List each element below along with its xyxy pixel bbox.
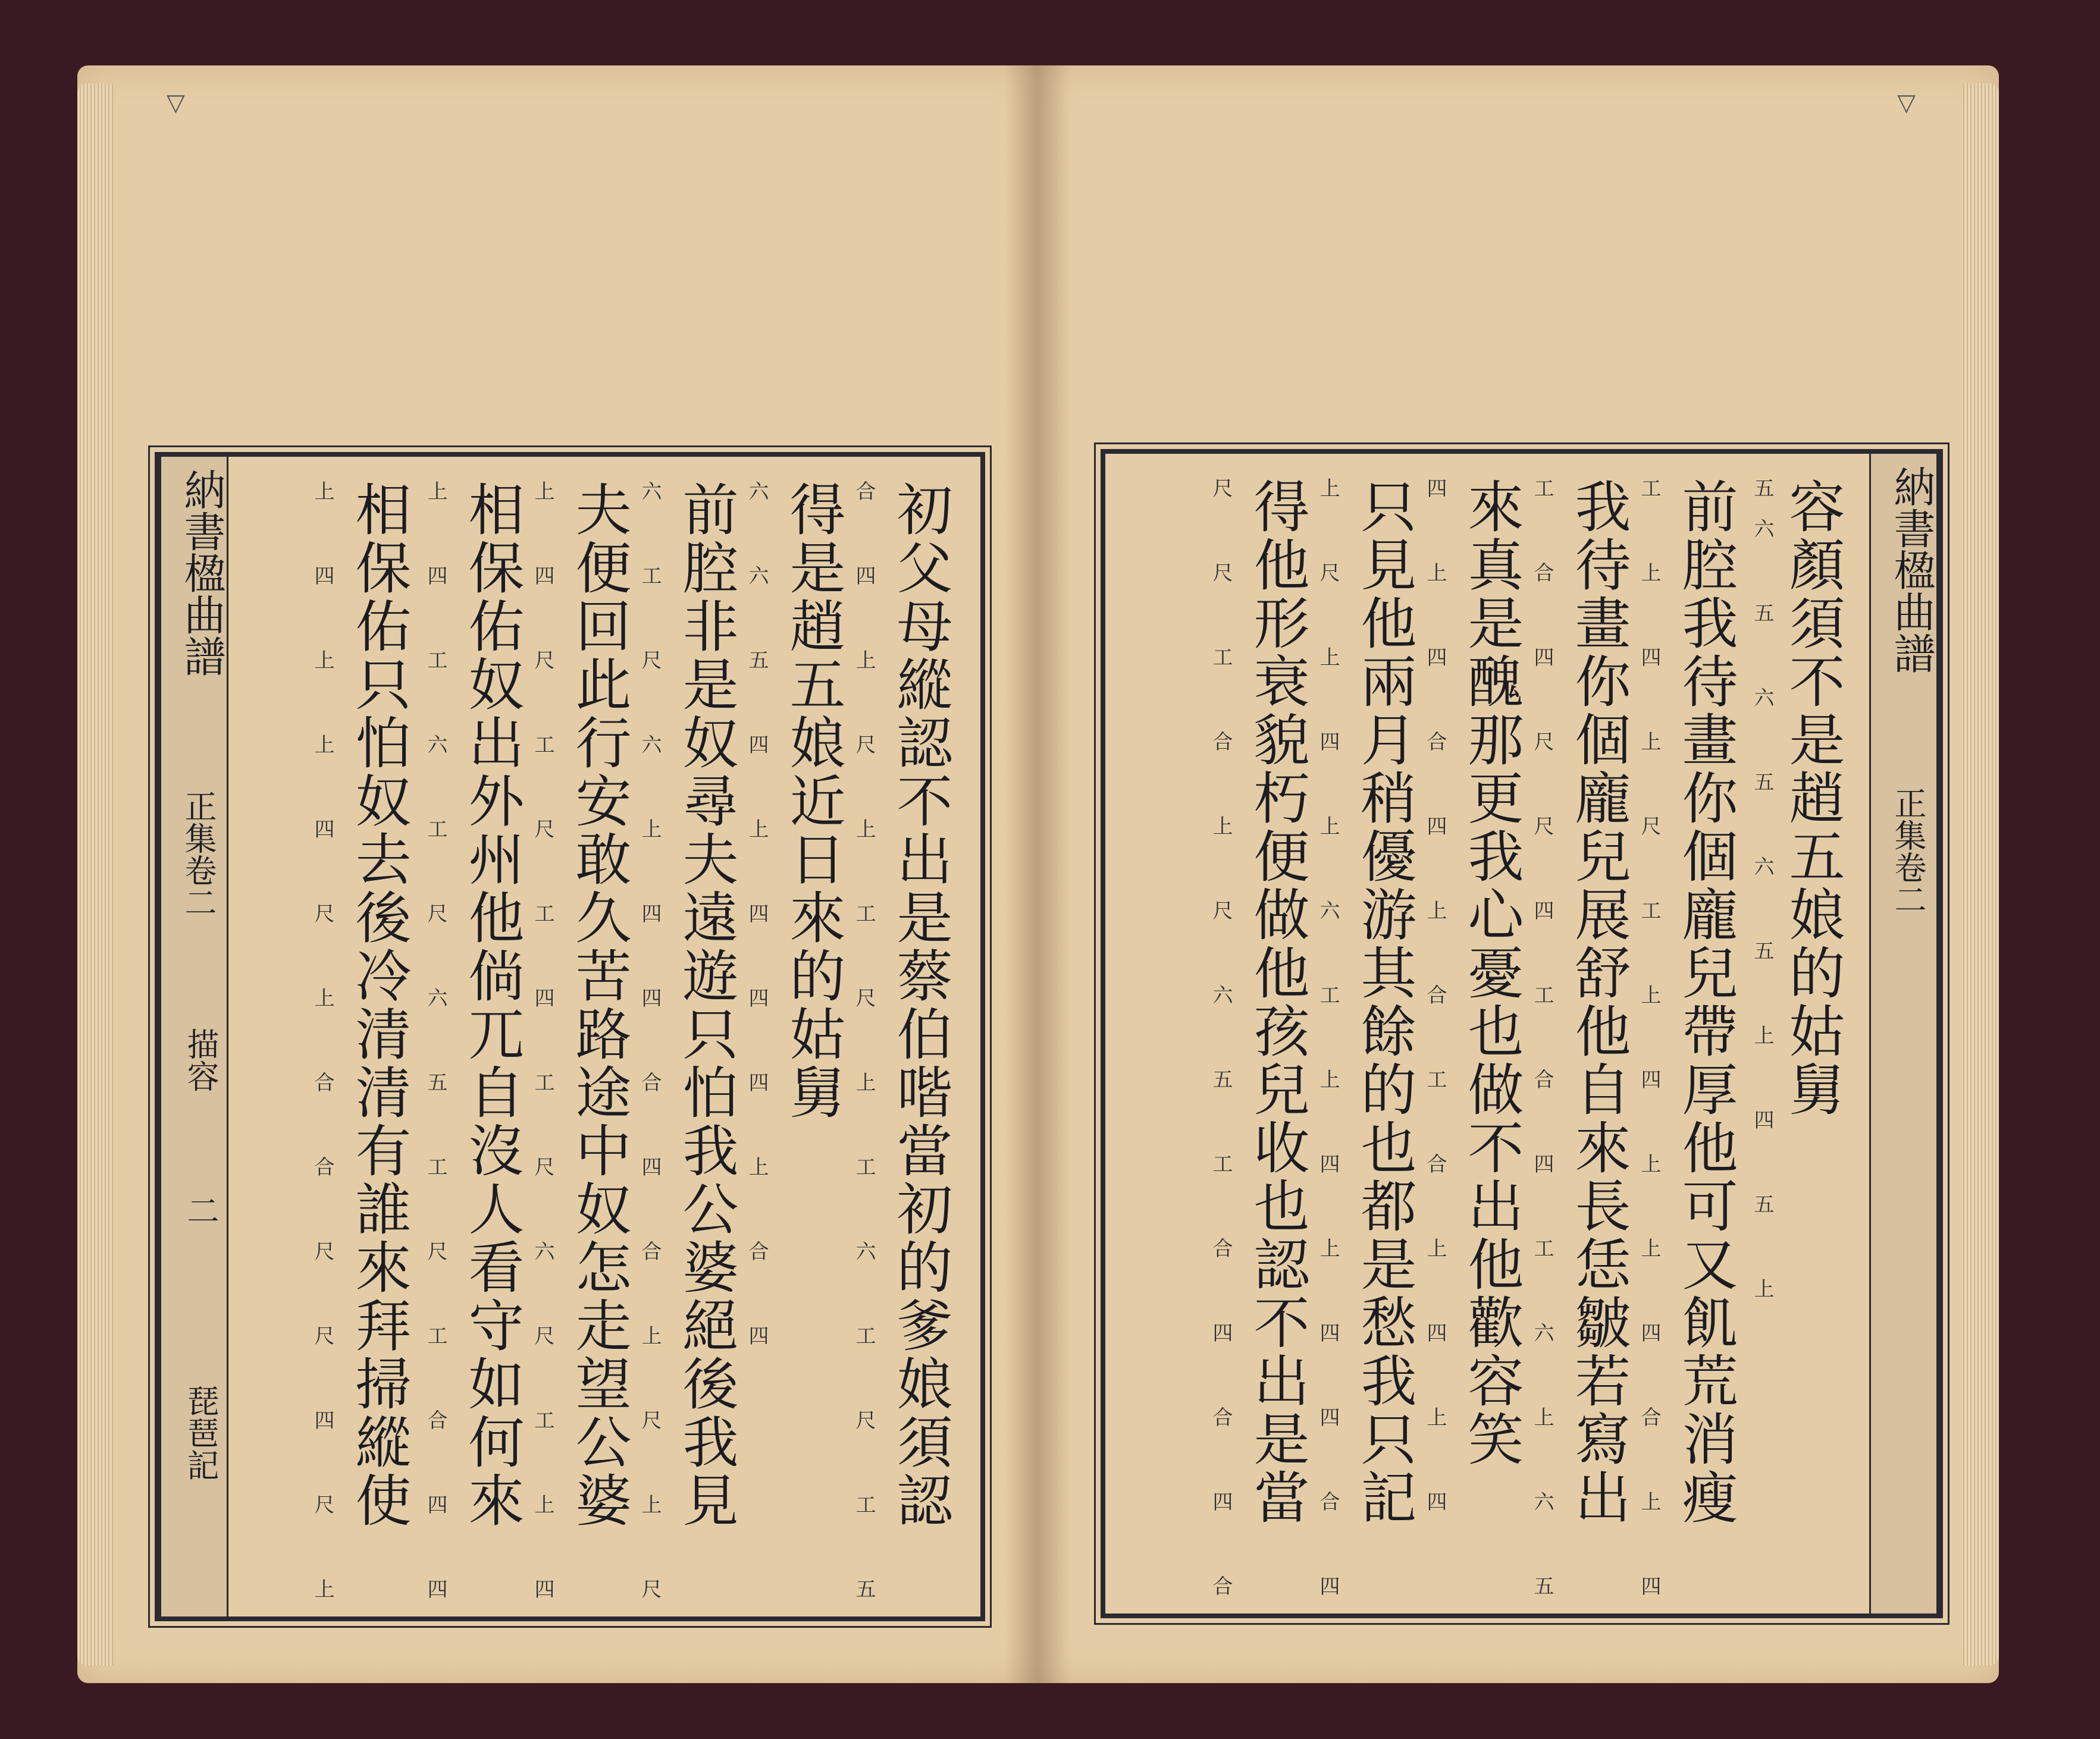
heart-title: 納書楹曲譜 [177,469,226,677]
text-frame [155,452,985,1621]
left-page [77,65,1035,1683]
open-book [77,65,1999,1683]
page-edges [77,83,113,1665]
notation-column: 工 上 四 上 尺 工 上 四 上 上 四 合 上 四 [1637,478,1661,1616]
text-column: 容顏須不是趙五娘的姑舅 [1779,478,1844,1119]
text-column: 相保佑只怕奴去後冷清清有誰來拜掃縱使 [346,481,410,1530]
book-gutter [1005,65,1071,1683]
fold-mark: ▽ [167,89,185,117]
text-column: 得是趙五娘近日來的姑舅 [780,481,845,1122]
heart-play: 琵琶記 [182,1385,220,1481]
heart-title: 納書楹曲譜 [1887,466,1936,674]
notation-column: 六 六 五 四 上 四 四 四 上 合 四 [745,481,769,1366]
block-heart [1869,454,1938,1614]
heart-folio: 二 [182,1194,220,1226]
notation-column: 上 四 工 六 工 尺 六 五 工 尺 工 合 四 四 [424,481,447,1619]
text-column: 夫便回此行安敢久苦路途中奴怎走望公婆 [566,481,631,1530]
heart-volume: 正集卷二 [1889,787,1927,915]
text-column: 前腔我待畫你個龐兒帶厚他可又飢荒消瘦 [1672,478,1737,1527]
fold-mark: ▽ [1897,89,1916,117]
notation-column: 工 合 四 尺 尺 四 工 合 四 工 六 上 六 五 [1530,478,1554,1616]
notation-column: 上 四 上 上 四 尺 上 合 合 尺 尺 四 尺 上 [311,481,334,1619]
text-column: 前腔非是奴尋夫遠遊只怕我公婆絕後我見 [673,481,738,1530]
right-page [1035,65,1999,1683]
text-column: 來真是醜那更我心憂也做不出他歡容笑 [1458,478,1523,1468]
block-heart [159,457,228,1616]
notation-column: 尺 尺 工 合 上 尺 六 五 工 合 四 合 四 合 [1209,478,1233,1616]
heart-act: 描容 [182,1028,220,1092]
notation-column: 六 工 尺 六 上 四 四 合 四 合 上 尺 上 尺 [638,481,662,1619]
text-frame [1101,449,1943,1618]
notation-column: 四 上 四 合 四 上 合 工 合 上 四 上 四 [1423,478,1447,1531]
page-edges [1963,83,1999,1665]
notation-column: 五六 五 六 五 六 五 上 四 五 上 [1750,478,1774,1319]
text-column: 只見他兩月稍優游其餘的也都是愁我只記 [1351,478,1416,1527]
text-column: 相保佑奴出外州他倘兀自沒人看守如何來 [459,481,524,1530]
text-column: 我待畫你個龐兒展舒他自來長恁皺若寫出 [1565,478,1630,1527]
notation-column: 上 尺 上 四 上 六 工 上 四 上 四 四 合 四 [1316,478,1340,1616]
text-column: 得他形衰貌朽便做他孩兒收也認不出是當 [1244,478,1309,1527]
notation-column: 上 四 尺 工 尺 工 四 工 尺 六 尺 工 上 四 [531,481,554,1619]
notation-column: 合 四 上 尺 上 工 尺 上 工 六 工 尺 工 五 [852,481,876,1619]
heart-volume: 正集卷二 [180,790,217,918]
text-column: 初父母縱認不出是蔡伯喈當初的爹娘須認 [887,481,952,1530]
